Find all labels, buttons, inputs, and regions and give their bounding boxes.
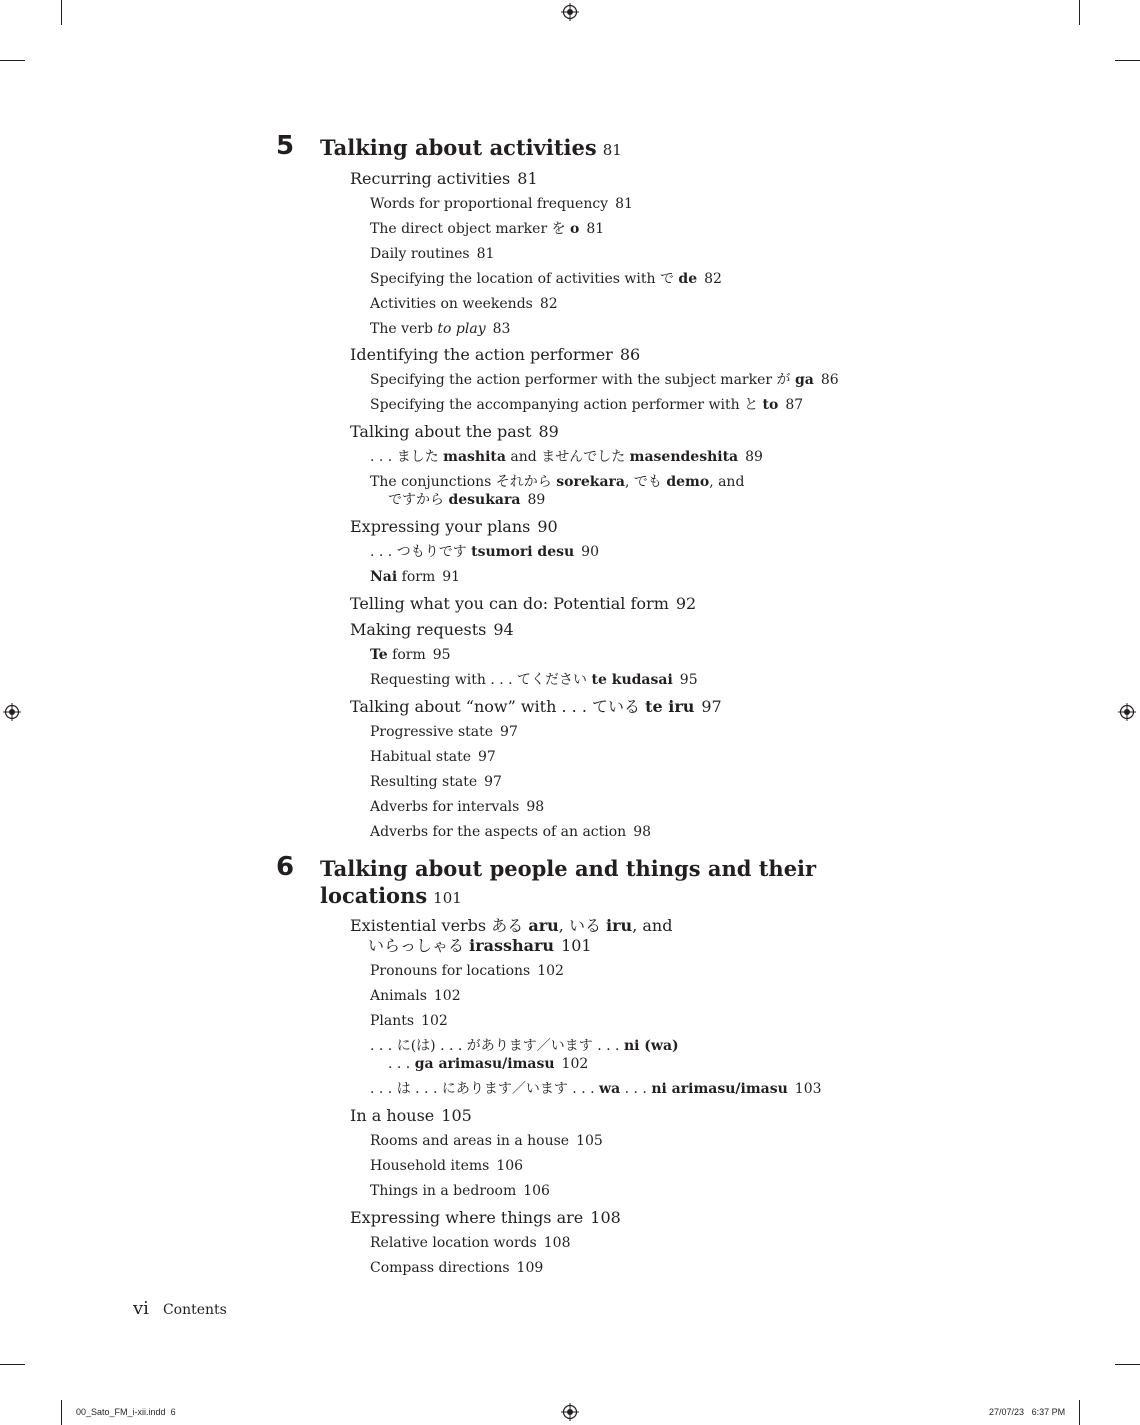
toc-subsection: The direct object marker を o 81 <box>370 221 605 237</box>
chapter-title: Talking about activities 81 <box>320 135 622 160</box>
chapter-number: 6 <box>276 852 295 882</box>
toc-section: Talking about the past 89 <box>350 422 559 441</box>
slug-file: 00_Sato_FM_i-xii.indd 6 <box>76 1407 176 1417</box>
toc-subsection: Nai form 91 <box>370 569 461 585</box>
toc-subsection: Compass directions 109 <box>370 1260 544 1276</box>
registration-mark-icon <box>3 703 21 721</box>
toc-subsection: Relative location words 108 <box>370 1235 571 1251</box>
toc-subsection: Specifying the action performer with the subject marker が ga 86 <box>370 372 839 388</box>
toc-subsection: . . . は . . . にあります／います . . . wa . . . ni arimasu/imasu 103 <box>370 1081 822 1097</box>
chapter-number: 5 <box>276 131 295 161</box>
registration-mark-icon <box>561 1403 579 1421</box>
toc-subsection: Specifying the accompanying action performer with と to 87 <box>370 397 804 413</box>
slug-timestamp: 27/07/23 6:37 PM <box>989 1407 1066 1417</box>
crop-mark <box>1079 1400 1080 1425</box>
toc-subsection: Animals 102 <box>370 988 461 1004</box>
toc-subsection: The verb to play 83 <box>370 321 511 337</box>
toc-subsection: Habitual state 97 <box>370 749 496 765</box>
toc-section: Existential verbs ある aru, いる iru, and いらっしゃる irassharu 101 <box>350 916 673 955</box>
toc-subsection: Household items 106 <box>370 1158 524 1174</box>
toc-subsection: Daily routines 81 <box>370 246 495 262</box>
toc-subsection: Adverbs for the aspects of an action 98 <box>370 824 652 840</box>
toc-subsection: The conjunctions それから sorekara, でも demo, and ですから desukara 89 <box>370 474 745 508</box>
chapter-title: Talking about people and things and their locations 101 <box>320 856 817 908</box>
toc-subsection: Resulting state 97 <box>370 774 502 790</box>
toc-section: Expressing your plans 90 <box>350 517 558 536</box>
crop-mark <box>0 1364 25 1365</box>
toc-subsection: Progressive state 97 <box>370 724 518 740</box>
toc-subsection: Words for proportional frequency 81 <box>370 196 633 212</box>
crop-mark <box>1079 0 1080 25</box>
toc-subsection: Things in a bedroom 106 <box>370 1183 550 1199</box>
page-footer <box>133 1298 227 1321</box>
toc-subsection: Plants 102 <box>370 1013 448 1029</box>
page-folio: vi <box>133 1298 149 1319</box>
toc-section: Making requests 94 <box>350 620 514 639</box>
toc-subsection: Pronouns for locations 102 <box>370 963 564 979</box>
toc-subsection: . . . ました mashita and ませんでした masendeshita 89 <box>370 449 763 465</box>
toc-section: Expressing where things are 108 <box>350 1208 621 1227</box>
toc-subsection: Rooms and areas in a house 105 <box>370 1133 603 1149</box>
registration-mark-icon <box>561 3 579 21</box>
crop-mark <box>1115 1364 1140 1365</box>
toc-subsection: Te form 95 <box>370 647 451 663</box>
crop-mark <box>0 60 25 61</box>
toc-subsection: Specifying the location of activities with で de 82 <box>370 271 722 287</box>
toc-section: Identifying the action performer 86 <box>350 345 641 364</box>
crop-mark <box>1115 60 1140 61</box>
crop-mark <box>61 1400 62 1425</box>
toc-section: Talking about “now” with . . . ている te iru 97 <box>350 697 722 716</box>
toc-subsection: Requesting with . . . てください te kudasai 95 <box>370 672 698 688</box>
toc-subsection: Activities on weekends 82 <box>370 296 558 312</box>
registration-mark-icon <box>1118 703 1136 721</box>
crop-mark <box>61 0 62 25</box>
toc-section: Recurring activities 81 <box>350 169 538 188</box>
toc-subsection: Adverbs for intervals 98 <box>370 799 545 815</box>
running-footer: Contents <box>162 1302 227 1318</box>
toc-subsection: . . . つもりです tsumori desu 90 <box>370 544 599 560</box>
toc-section: Telling what you can do: Potential form 92 <box>350 594 697 613</box>
toc-section: In a house 105 <box>350 1106 472 1125</box>
toc-subsection: . . . に(は) . . . があります／います . . . ni (wa) . . . ga arimasu/imasu 102 <box>370 1038 679 1072</box>
